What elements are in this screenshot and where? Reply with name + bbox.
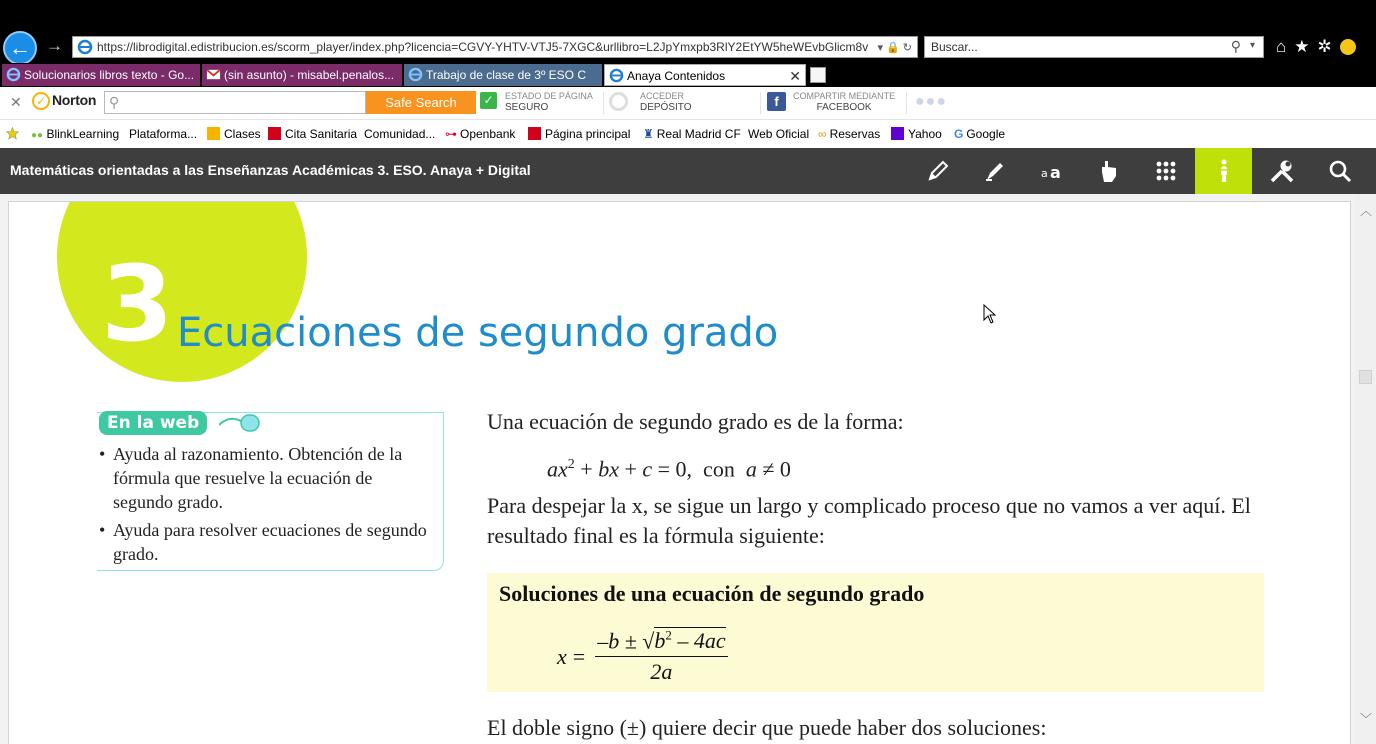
pointer-tool-button[interactable]: [1080, 148, 1137, 194]
app-header: [0, 148, 1376, 194]
accessibility-icon: [1211, 158, 1237, 184]
fav-label: Cita Sanitaria: [285, 127, 358, 141]
marker-tool-button[interactable]: [966, 148, 1023, 194]
fav-pagina-principal[interactable]: [528, 127, 630, 141]
fav-label: Página principal: [545, 127, 631, 141]
norton-brand: Norton: [52, 92, 97, 108]
book-title: Matemáticas orientadas a las Enseñanzas Académicas 3. ESO. Anaya + Digital: [10, 162, 531, 178]
browser-search-placeholder: Buscar...: [931, 40, 978, 54]
chapter-number: 3: [101, 243, 174, 365]
fav-openbank[interactable]: [445, 127, 515, 141]
url-bar[interactable]: [72, 36, 918, 58]
web-label: En la web: [99, 411, 207, 435]
pencil-tool-button[interactable]: [909, 148, 966, 194]
facebook-icon: f: [767, 92, 786, 111]
more-icon[interactable]: ●●●: [915, 93, 947, 110]
openbank-icon: ⊶: [445, 127, 457, 141]
chevron-down-icon[interactable]: ▾: [1249, 40, 1255, 51]
search-icon: [1327, 158, 1353, 184]
fav-label: Clases: [224, 127, 261, 141]
norton-toolbar: [0, 87, 1376, 120]
wrench-icon: [1269, 158, 1295, 184]
quadratic-formula: x = $\frac{-b \pm √b^2 - 4ac}{2a}$: [557, 628, 726, 685]
norton-logo: [32, 92, 96, 110]
hand-pointer-icon: [1096, 158, 1122, 184]
mouse-icon: [219, 413, 261, 433]
vertical-scrollbar[interactable]: [1355, 194, 1376, 744]
menu-grid-button[interactable]: [1137, 148, 1194, 194]
fav-label: Yahoo: [908, 127, 942, 141]
ie-icon: [6, 67, 21, 82]
paragraph-intro: Una ecuación de segundo grado es de la forma:: [487, 409, 904, 434]
ie-icon: [77, 39, 93, 55]
search-button[interactable]: [1311, 148, 1368, 194]
close-icon[interactable]: ✕: [10, 94, 22, 110]
page-status-value: SEGURO: [505, 102, 549, 113]
favorites-star-icon[interactable]: [6, 127, 23, 141]
scroll-down-icon[interactable]: ﹀: [1360, 712, 1373, 726]
fav-web-oficial[interactable]: [748, 127, 809, 141]
tab-solucionarios[interactable]: [2, 64, 200, 86]
browser-search-input[interactable]: [924, 36, 1264, 58]
tab-strip: [0, 63, 1376, 87]
vault-access-item[interactable]: [640, 90, 692, 114]
vault-caption: ACCEDER: [640, 91, 685, 101]
ie-icon: [408, 67, 423, 82]
gmail-icon: [206, 67, 221, 82]
paragraph-explanation: Para despejar la x, se sigue un largo y complicado proceso que no vamos a ver aquí. El resultado final es la fórmula siguiente:: [487, 493, 1251, 548]
check-icon: ✓: [32, 92, 50, 110]
check-icon: ✓: [480, 92, 497, 109]
new-tab-button[interactable]: [810, 67, 826, 83]
fav-label: Real Madrid CF: [656, 127, 741, 141]
forward-button[interactable]: →: [46, 36, 63, 55]
tab-gmail[interactable]: [202, 64, 402, 86]
real-madrid-icon: ♜: [643, 127, 654, 141]
browser-toolbar: [1276, 36, 1376, 58]
fav-label: Comunidad...: [364, 127, 436, 141]
svg-text:a: a: [1040, 167, 1048, 180]
tab-label: Anaya Contenidos: [627, 69, 726, 83]
gear-icon[interactable]: ✲: [1317, 37, 1332, 56]
page-status-caption: ESTADO DE PÁGINA: [505, 91, 593, 101]
url-controls[interactable]: ▾ 🔒 ↻: [877, 41, 912, 54]
fav-label: Plataforma...: [129, 127, 198, 141]
facebook-caption: COMPARTIR MEDIANTE: [793, 91, 896, 101]
url-text: https://librodigital.edistribucion.es/scorm_player/index.php?licencia=CGVY-YHTV-VTJ5-7XGC&urllibro=L2JpYmxpb3RlY2EtYW5heWEvbGlicm8v: [97, 40, 869, 54]
fav-google[interactable]: [954, 127, 1005, 141]
fav-reservas[interactable]: [818, 127, 880, 141]
search-icon[interactable]: ⚲: [1230, 38, 1241, 54]
yahoo-icon: [891, 127, 904, 140]
title-bar: [0, 0, 1376, 30]
fav-blinklearning[interactable]: ●● BlinkLearning: [31, 127, 120, 141]
scroll-up-icon[interactable]: ︿: [1360, 204, 1373, 218]
paragraph-double-sign: El doble signo (±) quiere decir que puede haber dos soluciones:: [487, 715, 1047, 740]
divider: [603, 92, 604, 114]
tab-label: Trabajo de clase de 3º ESO C: [426, 68, 587, 82]
text-size-button[interactable]: [1023, 148, 1080, 194]
tab-anaya-active[interactable]: [604, 64, 806, 86]
settings-button[interactable]: [1253, 148, 1310, 194]
mouse-cursor-icon: [983, 304, 997, 324]
book-page: [8, 201, 1351, 744]
fav-yahoo[interactable]: [891, 127, 942, 141]
madrid-icon: [268, 127, 281, 140]
web-resource-link[interactable]: • Ayuda para resolver ecuaciones de segundo grado.: [99, 518, 429, 566]
text-size-icon: [1039, 158, 1065, 184]
svg-text:a: a: [1049, 163, 1061, 182]
web-resource-link[interactable]: • Ayuda al razonamiento. Obtención de la fórmula que resuelve la ecuación de segundo grado.: [99, 442, 429, 514]
google-icon: G: [954, 127, 964, 141]
vault-value: DEPÓSITO: [640, 102, 692, 113]
favorites-bar: [0, 120, 1376, 148]
norton-search-input[interactable]: [104, 91, 366, 114]
scroll-thumb[interactable]: [1359, 370, 1372, 384]
facebook-value: FACEBOOK: [816, 102, 872, 113]
fav-plataforma[interactable]: [129, 127, 197, 141]
fav-clases[interactable]: [207, 127, 261, 141]
ie-icon: [609, 68, 624, 83]
safe-search-button[interactable]: Safe Search: [366, 91, 476, 114]
home-icon[interactable]: ⌂: [1276, 37, 1287, 56]
classroom-icon: [207, 127, 220, 140]
address-row: [0, 30, 1376, 63]
fav-label: Google: [966, 127, 1006, 141]
accessibility-button[interactable]: [1195, 148, 1252, 194]
divider: [760, 92, 761, 114]
fav-real-madrid[interactable]: [643, 127, 741, 141]
facebook-share-item[interactable]: [793, 90, 895, 114]
star-icon[interactable]: ★: [1294, 37, 1310, 56]
fav-label: Openbank: [460, 127, 516, 141]
madrid-icon: [528, 127, 541, 140]
web-resources-list: [99, 442, 429, 570]
formula-box-title: Soluciones de una ecuación de segundo grado: [499, 581, 925, 606]
reservas-icon: ∞: [818, 127, 827, 141]
close-icon[interactable]: ✕: [789, 68, 801, 84]
marker-icon: [982, 158, 1008, 184]
chapter-title: Ecuaciones de segundo grado: [177, 310, 779, 356]
tab-label: Solucionarios libros texto - Go...: [24, 68, 195, 82]
back-button[interactable]: ←: [3, 31, 37, 65]
page-status-item[interactable]: [505, 90, 593, 114]
formula-box: [487, 573, 1264, 692]
tab-trabajo[interactable]: [404, 64, 602, 86]
grid-menu-icon: [1153, 158, 1179, 184]
fav-label: BlinkLearning: [46, 127, 120, 141]
smiley-icon[interactable]: [1340, 39, 1356, 55]
fav-label: Web Oficial: [748, 127, 810, 141]
content-area: [0, 194, 1376, 744]
tab-label: (sin asunto) - misabel.penalos...: [224, 68, 395, 82]
vault-icon: [609, 92, 628, 111]
search-icon: ⚲: [109, 94, 120, 110]
general-equation: $ax^2$ + bx + c = 0, con a ≠ 0: [547, 456, 791, 482]
divider: [906, 92, 907, 114]
fav-cita-sanitaria[interactable]: [268, 127, 357, 141]
fav-label: Reservas: [829, 127, 881, 141]
fav-comunidad[interactable]: [364, 127, 435, 141]
pencil-icon: [925, 158, 951, 184]
